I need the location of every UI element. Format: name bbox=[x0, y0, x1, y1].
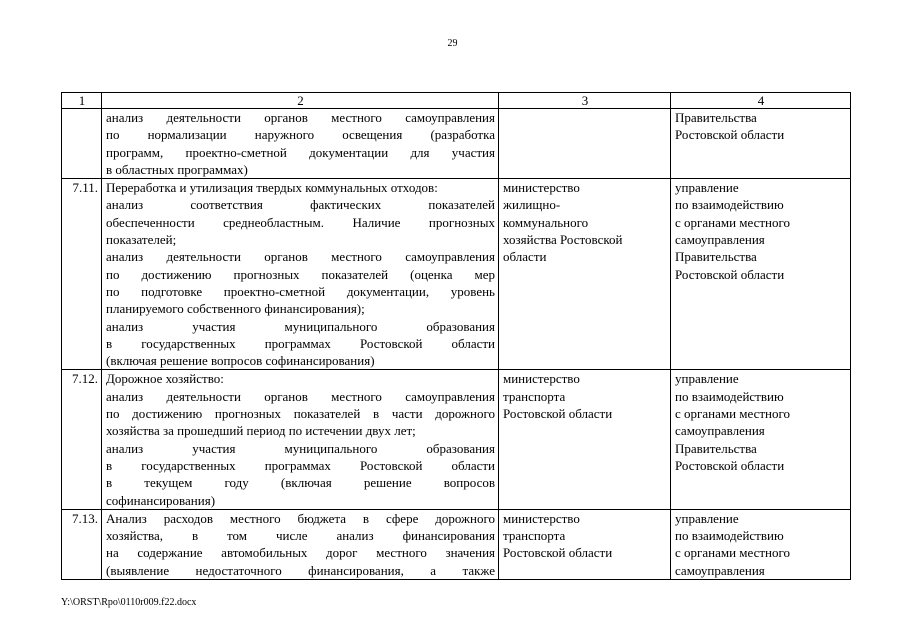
description-line: Переработка и утилизация твердых коммунальных отходов: bbox=[106, 180, 438, 196]
plan-table bbox=[61, 92, 851, 580]
description-line: Анализ расходов местного бюджета в сфере дорожного bbox=[106, 510, 495, 526]
page-number: 29 bbox=[447, 38, 458, 49]
coordinator-line: самоуправления bbox=[675, 562, 765, 578]
responsible-line: министерство bbox=[503, 510, 580, 526]
coordinator bbox=[671, 509, 851, 579]
responsible-executor bbox=[499, 370, 671, 509]
description-line: в государственных программах Ростовской области bbox=[106, 457, 495, 473]
responsible-executor bbox=[499, 109, 671, 179]
coordinator bbox=[671, 370, 851, 509]
description-line: программ, проектно-сметной документации для участия bbox=[106, 144, 495, 160]
description-line: показателей; bbox=[106, 232, 177, 248]
coordinator-line: Ростовской области bbox=[675, 127, 785, 143]
coordinator-line: по взаимодействию bbox=[675, 388, 784, 404]
responsible-line: министерство bbox=[503, 180, 580, 196]
responsible-line: транспорта bbox=[503, 528, 566, 544]
coordinator-line: Ростовской области bbox=[675, 457, 785, 473]
description-line: по достижению прогнозных показателей в части дорожного bbox=[106, 406, 495, 422]
header-col-2: 2 bbox=[102, 93, 499, 109]
footer-file-path: Y:\ORST\Rpo\0110r009.f22.docx bbox=[61, 597, 197, 608]
description-line: софинансирования) bbox=[106, 492, 216, 508]
description-line: хозяйства за прошедший период по истечении двух лет; bbox=[106, 423, 416, 439]
description-line: по нормализации наружного освещения (разработка bbox=[106, 127, 495, 143]
description-line: анализ участия муниципального образования bbox=[106, 440, 495, 456]
description-line: анализ участия муниципального образования bbox=[106, 318, 495, 334]
description-line: анализ соответствия фактических показателей bbox=[106, 197, 495, 213]
description-line: хозяйства, в том числе анализ финансирования bbox=[106, 528, 495, 544]
description-line: обеспеченности среднеобластным. Наличие прогнозных bbox=[106, 214, 495, 230]
responsible-line: хозяйства Ростовской bbox=[503, 232, 623, 248]
coordinator bbox=[671, 109, 851, 179]
description-line: по достижению прогнозных показателей (оценка мер bbox=[106, 266, 495, 282]
coordinator-line: с органами местного bbox=[675, 406, 791, 422]
coordinator-line: по взаимодействию bbox=[675, 197, 784, 213]
description-line: анализ деятельности органов местного самоуправления bbox=[106, 110, 495, 125]
responsible-line: Ростовской области bbox=[503, 545, 613, 561]
coordinator-line: управление bbox=[675, 180, 739, 196]
coordinator-line: управление bbox=[675, 371, 739, 387]
description-line: (выявление недостаточного финансирования, а также bbox=[106, 562, 495, 578]
description-line: по подготовке проектно-сметной документации, уровень bbox=[106, 283, 495, 299]
description-line: на содержание автомобильных дорог местного значения bbox=[106, 545, 495, 561]
description-line: (включая решение вопросов софинансирования) bbox=[106, 353, 375, 369]
responsible-executor bbox=[499, 179, 671, 370]
description-line: анализ деятельности органов местного самоуправления bbox=[106, 249, 495, 265]
header-col-3: 3 bbox=[499, 93, 671, 109]
description-line: в областных программах) bbox=[106, 161, 248, 177]
coordinator-line: самоуправления bbox=[675, 232, 765, 248]
coordinator-line: самоуправления bbox=[675, 423, 765, 439]
responsible-line: жилищно- bbox=[503, 197, 561, 213]
responsible-executor bbox=[499, 509, 671, 579]
responsible-line: министерство bbox=[503, 371, 580, 387]
table-row bbox=[62, 109, 851, 179]
responsible-line: коммунального bbox=[503, 214, 589, 230]
coordinator-line: по взаимодействию bbox=[675, 528, 784, 544]
row-number: 7.11. bbox=[62, 179, 102, 370]
header-col-1: 1 bbox=[62, 93, 102, 109]
description-line: планируемого собственного финансирования); bbox=[106, 301, 365, 317]
coordinator-line: Ростовской области bbox=[675, 266, 785, 282]
header-col-4: 4 bbox=[671, 93, 851, 109]
row-number: 7.12. bbox=[62, 370, 102, 509]
table-row bbox=[62, 370, 851, 509]
coordinator-line: с органами местного bbox=[675, 214, 791, 230]
responsible-line: области bbox=[503, 249, 547, 265]
activity-description bbox=[102, 179, 499, 370]
activity-description bbox=[102, 509, 499, 579]
coordinator-line: управление bbox=[675, 510, 739, 526]
coordinator-line: Правительства bbox=[675, 440, 757, 456]
description-line: анализ деятельности органов местного самоуправления bbox=[106, 388, 495, 404]
description-line: в государственных программах Ростовской области bbox=[106, 335, 495, 351]
row-number bbox=[62, 109, 102, 179]
coordinator bbox=[671, 179, 851, 370]
activity-description bbox=[102, 370, 499, 509]
responsible-line: транспорта bbox=[503, 388, 566, 404]
description-line: Дорожное хозяйство: bbox=[106, 371, 224, 387]
description-line: в текущем году (включая решение вопросов bbox=[106, 475, 495, 491]
activity-description bbox=[102, 109, 499, 179]
row-number: 7.13. bbox=[62, 509, 102, 579]
table-header-row bbox=[62, 93, 851, 109]
table-row bbox=[62, 509, 851, 579]
table-row bbox=[62, 179, 851, 370]
table-body bbox=[62, 109, 851, 580]
coordinator-line: Правительства bbox=[675, 249, 757, 265]
responsible-line: Ростовской области bbox=[503, 406, 613, 422]
coordinator-line: с органами местного bbox=[675, 545, 791, 561]
coordinator-line: Правительства bbox=[675, 110, 757, 125]
